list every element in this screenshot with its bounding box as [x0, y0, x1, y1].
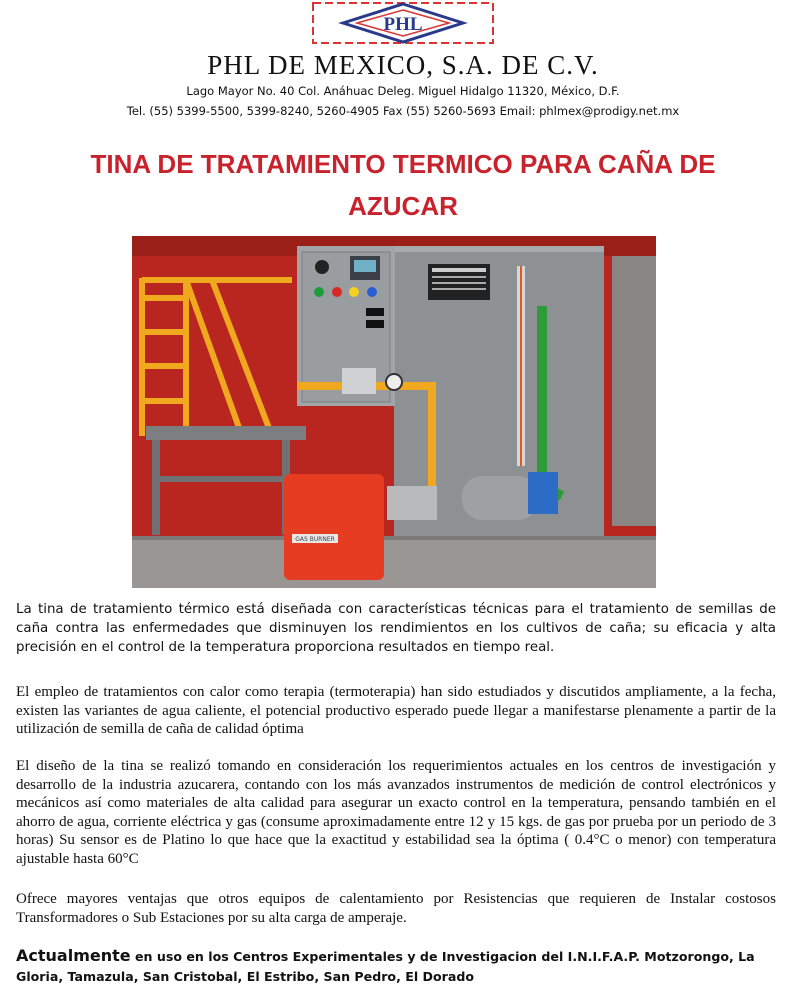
paragraph-current-use	[16, 946, 776, 987]
paragraph-design: El diseño de la tina se realizó tomando en consideración los requerimientos actuales en los centros de investigación y desarrollo de la industria azucarera, contando con los más avanzados instrumentos de medición de control electrónicos y mecánicos así como materiales de alta calidad para asegurar un exacto control en la temperatura, pensando también en el ahorro de agua, corriente eléctrica y gas (consume aproximadamente entre 12 y 15 kgs. de gas por prueba por un periodo de 3 horas) Su sensor es de Platino lo que hace que la exactitud y estabilidad sea la óptima ( 0.4°C o menor) con temperatura ajustable hasta 60°C	[16, 758, 776, 867]
current-use-lead: Actualmente	[16, 946, 131, 965]
logo-text: PHL	[383, 14, 423, 35]
current-use-text: en uso en los Centros Experimentales y de Investigacion del I.N.I.F.A.P. Motzorongo, La Gloria, Tamazula, San Cristobal, El Estribo, San Pedro, El Dorado	[16, 949, 755, 984]
paragraph-thermotherapy: El empleo de tratamientos con calor como terapia (termoterapia) han sido estudiados y discutidos ampliamente, a la fecha, existen las variantes de agua caliente, el potencial productivo esperado puede llegar a manifestarse plenamente a partir de la utilización de semilla de caña de calidad óptima	[16, 684, 776, 737]
company-logo	[311, 0, 495, 46]
company-contact: Tel. (55) 5399-5500, 5399-8240, 5260-4905 Fax (55) 5260-5693 Email: phlmex@prodigy.net.mx	[126, 104, 680, 118]
page-title: TINA DE TRATAMIENTO TERMICO PARA CAÑA DE AZUCAR	[90, 149, 716, 221]
paragraph-advantages: Ofrece mayores ventajas que otros equipos de calentamiento por Resistencias que requieren de Instalar costosos Transformadores o Sub Estaciones por su alta carga de amperaje.	[16, 891, 776, 926]
paragraph-intro: La tina de tratamiento térmico está diseñada con características técnicas para el tratamiento de semillas de caña contra las enfermedades que disminuyen los rendimientos en los cultivos de caña; su eficacia y alta precisión en el control de la temperatura proporciona resultados en tiempo real.	[16, 602, 776, 655]
equipment-photo	[132, 236, 656, 588]
company-address: Lago Mayor No. 40 Col. Anáhuac Deleg. Miguel Hidalgo 11320, México, D.F.	[186, 84, 620, 98]
burner-label: GAS BURNER	[295, 536, 335, 543]
company-name: PHL DE MEXICO, S.A. DE C.V.	[207, 50, 599, 80]
